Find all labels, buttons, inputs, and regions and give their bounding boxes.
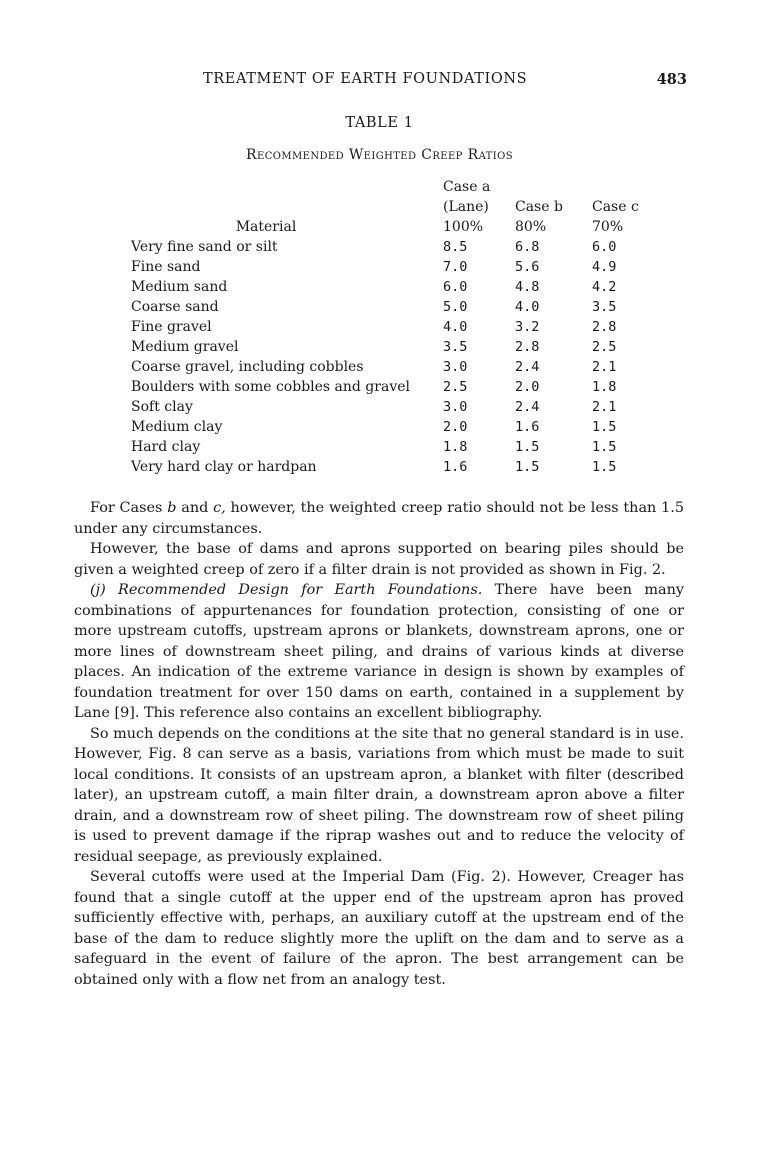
case-a-cell: 2.5: [443, 379, 468, 395]
material-cell: Hard clay: [131, 439, 201, 455]
table-row: [131, 277, 671, 297]
case-b-cell: 2.0: [515, 379, 540, 395]
case-c-cell: 1.5: [592, 459, 617, 475]
table-title: Recommended Weighted Creep Ratios: [246, 147, 513, 163]
material-cell: Boulders with some cobbles and gravel: [131, 379, 411, 395]
case-b-cell: 2.4: [515, 359, 540, 375]
case-b-cell: 4.8: [515, 279, 540, 295]
running-title: TREATMENT OF EARTH FOUNDATIONS: [203, 71, 528, 87]
case-a-cell: 1.6: [443, 459, 468, 475]
case-a-header-line2: (Lane): [443, 199, 489, 215]
table-row: [131, 357, 671, 377]
case-b-cell: 1.5: [515, 439, 540, 455]
case-c-cell: 4.2: [592, 279, 617, 295]
table-row: [131, 257, 671, 277]
material-cell: Very fine sand or silt: [131, 239, 278, 255]
case-a-cell: 5.0: [443, 299, 468, 315]
case-a-cell: 4.0: [443, 319, 468, 335]
case-b-cell: 4.0: [515, 299, 540, 315]
table-row: [131, 377, 671, 397]
table-number: TABLE 1: [345, 115, 414, 131]
material-cell: Fine sand: [131, 259, 201, 275]
table-header-row-1: [131, 177, 671, 197]
material-cell: Fine gravel: [131, 319, 212, 335]
material-column-header: Material: [235, 219, 297, 235]
section-heading: (j) Recommended Design for Earth Foundations.: [90, 582, 483, 598]
table-row: [131, 237, 671, 257]
material-cell: Coarse gravel, including cobbles: [131, 359, 364, 375]
case-a-cell: 2.0: [443, 419, 468, 435]
table-row: [131, 397, 671, 417]
case-c-cell: 6.0: [592, 239, 617, 255]
paragraph-cases-note: For Cases b and c, however, the weighted creep ratio should not be less than 1.5 under any circumstances.: [74, 500, 684, 537]
paragraph-bearing-piles: However, the base of dams and aprons supported on bearing piles should be given a weighted creep of zero if a filter drain is not provided as shown in Fig. 2.: [74, 541, 684, 578]
case-b-cell: 2.8: [515, 339, 540, 355]
body-text: [74, 498, 684, 990]
case-b-cell: 2.4: [515, 399, 540, 415]
case-c-cell: 1.5: [592, 419, 617, 435]
table-row: [131, 317, 671, 337]
case-c-cell: 1.8: [592, 379, 617, 395]
case-c-cell: 2.8: [592, 319, 617, 335]
case-b-header-line2: 80%: [515, 219, 547, 235]
table-row: [131, 457, 671, 477]
material-cell: Medium sand: [131, 279, 228, 295]
case-a-cell: 7.0: [443, 259, 468, 275]
material-cell: Medium clay: [131, 419, 223, 435]
material-cell: Coarse sand: [131, 299, 219, 315]
table-header-row-3: [131, 217, 671, 237]
case-b-cell: 5.6: [515, 259, 540, 275]
case-c-header-line1: Case c: [592, 199, 639, 215]
case-b-cell: 1.6: [515, 419, 540, 435]
case-a-cell: 8.5: [443, 239, 468, 255]
case-b-cell: 1.5: [515, 459, 540, 475]
case-c-cell: 2.1: [592, 359, 617, 375]
case-b-header-line1: Case b: [515, 199, 563, 215]
table-header-row-2: [131, 197, 671, 217]
case-c-header-line2: 70%: [592, 219, 624, 235]
table-row: [131, 437, 671, 457]
case-a-header-line1: Case a: [443, 179, 491, 195]
case-a-cell: 3.0: [443, 359, 468, 375]
case-a-cell: 3.0: [443, 399, 468, 415]
case-c-cell: 1.5: [592, 439, 617, 455]
table-row: [131, 417, 671, 437]
case-a-header-line3: 100%: [443, 219, 484, 235]
case-b-cell: 6.8: [515, 239, 540, 255]
creep-ratio-table: [131, 177, 671, 477]
paragraph-recommended-design: (j) Recommended Design for Earth Foundations. There have been many combinations of appurtenances for foundation protection, consisting of one or more upstream cutoffs, upstream aprons or blankets, downstream aprons, one or more lines of downstream sheet piling, and drains of various kinds at diverse places. An indication of the extreme variance in design is shown by examples of foundation treatment for over 150 dams on earth, contained in a supplement by Lane [9]. This reference also contains an excellent bibliography.: [74, 582, 684, 721]
case-b-cell: 3.2: [515, 319, 540, 335]
material-cell: Medium gravel: [131, 339, 239, 355]
page-number: 483: [656, 71, 687, 88]
case-a-cell: 3.5: [443, 339, 468, 355]
case-c-cell: 4.9: [592, 259, 617, 275]
case-c-cell: 2.1: [592, 399, 617, 415]
case-c-cell: 2.5: [592, 339, 617, 355]
paragraph-site-conditions: So much depends on the conditions at the site that no general standard is in use. However, Fig. 8 can serve as a basis, variations from which must be made to suit local conditions. It consists of an upstream apron, a blanket with filter (described later), an upstream cutoff, a main filter drain, a downstream apron above a filter drain, and a downstream row of sheet piling. The downstream row of sheet piling is used to prevent damage if the riprap washes out and to reduce the velocity of residual seepage, as previously explained.: [74, 725, 684, 865]
case-a-cell: 1.8: [443, 439, 468, 455]
paragraph-imperial-dam: Several cutoffs were used at the Imperial Dam (Fig. 2). However, Creager has found that a single cutoff at the upper end of the upstream apron has proved sufficiently effective with, perhaps, an auxiliary cutoff at the upstream end of the base of the dam to reduce slightly more the uplift on the dam and to serve as a safeguard in the event of failure of the apron. The best arrangement can be obtained only with a flow net from an analogy test.: [74, 869, 684, 988]
table-row: [131, 297, 671, 317]
case-c-cell: 3.5: [592, 299, 617, 315]
material-cell: Very hard clay or hardpan: [131, 459, 317, 475]
material-cell: Soft clay: [131, 399, 193, 415]
table-row: [131, 337, 671, 357]
case-a-cell: 6.0: [443, 279, 468, 295]
